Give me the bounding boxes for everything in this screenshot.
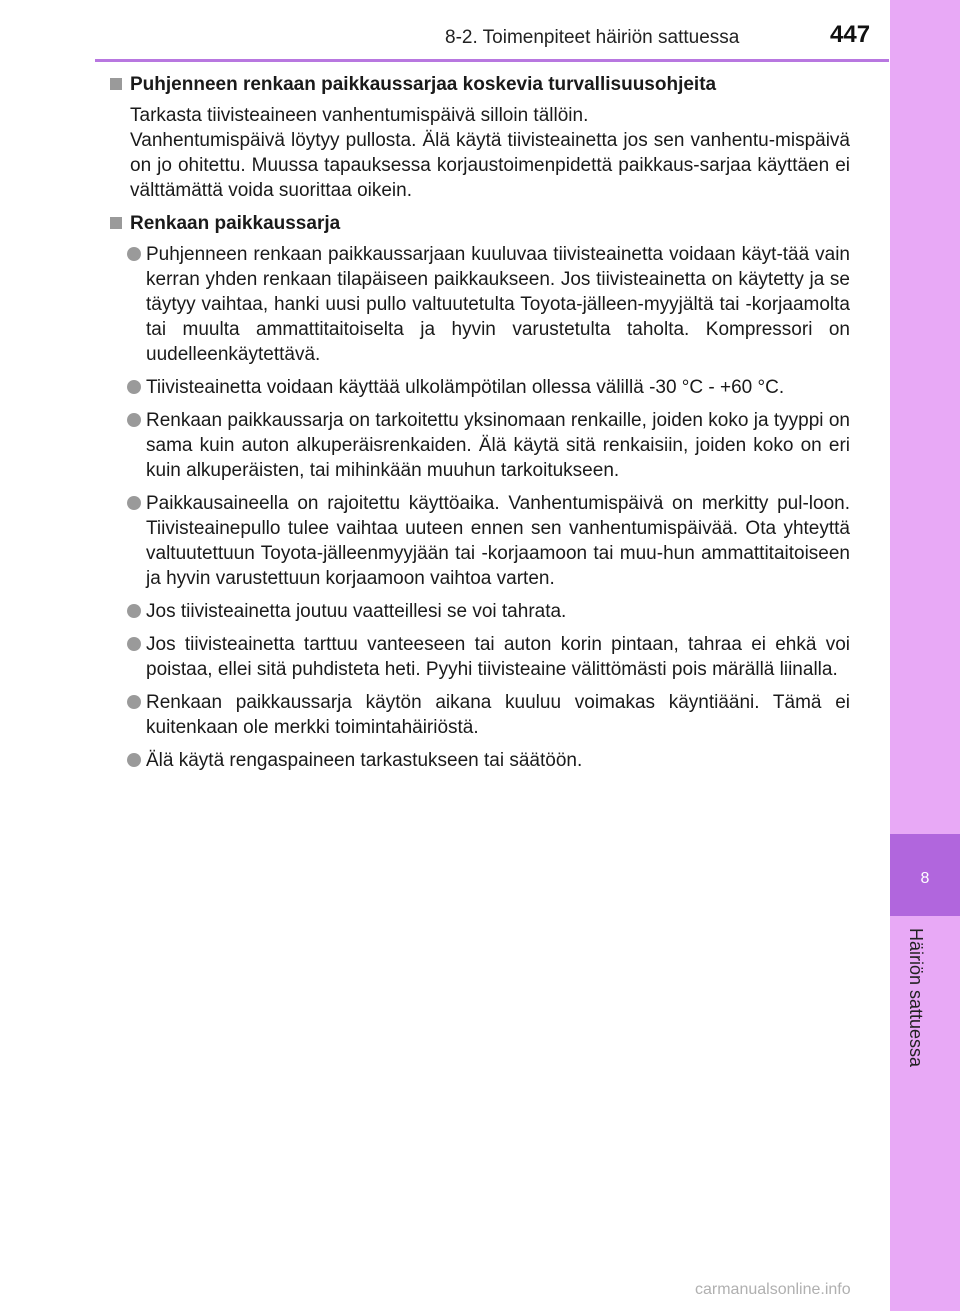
- bullet-item: [108, 375, 850, 400]
- bullet-item: [108, 690, 850, 740]
- page-number: 447: [830, 21, 871, 48]
- round-bullet-icon: [127, 753, 141, 767]
- bullet-text: Renkaan paikkaussarja on tarkoitettu yksinomaan renkaille, joiden koko ja tyyppi on sama kuin auton alkuperäisrenkaiden. Älä käytä sitä renkaisiin, joiden koko on eri kuin alkuperäisten, tai mihinkään muuhun tarkoitukseen.: [146, 410, 850, 481]
- page-header-title: 8-2. Toimenpiteet häiriön sattuessa: [445, 27, 740, 48]
- round-bullet-icon: [127, 380, 141, 394]
- bullet-text: Puhjenneen renkaan paikkaussarjaan kuuluvaa tiivisteainetta voidaan käyt-tää vain kerran yhden renkaan tilapäiseen paikkaukseen. Jos tiivisteainetta on käytetty ja se täytyy vaihtaa, hanki uusi pullo valtuutetulta Toyota-jälleen-myyjältä tai -korjaamolta tai muulta ammattitaitoiselta ja hyvin varustetulta taholta. Kompressori on uudelleenkäytettävä.: [146, 244, 850, 365]
- bullet-item: [108, 599, 850, 624]
- square-bullet-icon: [110, 217, 122, 229]
- bullet-text: Paikkausaineella on rajoitettu käyttöaika. Vanhentumispäivä on merkitty pul-loon. Tiivisteainepullo tulee vaihtaa uuteen ennen sen vanhentumispäivää. Ota yhteyttä valtuutettuun Toyota-jälleenmyyjään tai -korjaamoon tai muu-hun ammattitaitoiseen ja hyvin varustettuun korjaamoon vaihtoa varten.: [146, 493, 850, 589]
- bullet-item: [108, 632, 850, 682]
- header-divider: [95, 59, 889, 62]
- bullet-item: [108, 491, 850, 591]
- section-heading: [108, 72, 850, 97]
- round-bullet-icon: [127, 604, 141, 618]
- round-bullet-icon: [127, 695, 141, 709]
- body-paragraph: Tarkasta tiivisteaineen vanhentumispäivä silloin tällöin.: [130, 105, 589, 126]
- section-heading-text: Puhjenneen renkaan paikkaussarjaa koskevia turvallisuusohjeita: [130, 74, 717, 95]
- round-bullet-icon: [127, 496, 141, 510]
- round-bullet-icon: [127, 637, 141, 651]
- square-bullet-icon: [110, 78, 122, 90]
- bullet-text: Jos tiivisteainetta tarttuu vanteeseen tai auton korin pintaan, tahraa ei ehkä voi poistaa, ellei sitä puhdisteta heti. Pyyhi tiivisteaine välittömästi pois märällä liinalla.: [146, 634, 850, 680]
- bullet-text: Renkaan paikkaussarja käytön aikana kuuluu voimakas käyntiääni. Tämä ei kuitenkaan ole merkki toimintahäiriöstä.: [146, 692, 850, 738]
- bullet-item: [108, 242, 850, 367]
- watermark: carmanualsonline.info: [695, 1281, 851, 1298]
- bullet-item: [108, 748, 850, 773]
- round-bullet-icon: [127, 247, 141, 261]
- chapter-number: 8: [920, 870, 930, 887]
- side-tab: [890, 0, 960, 1311]
- chapter-number-tab: [890, 834, 960, 916]
- page-content: [108, 72, 850, 781]
- bullet-text: Jos tiivisteainetta joutuu vaatteillesi se voi tahrata.: [146, 601, 567, 622]
- round-bullet-icon: [127, 413, 141, 427]
- chapter-label: Häiriön sattuessa: [906, 928, 926, 1068]
- section-heading: [108, 211, 850, 236]
- section-heading-text: Renkaan paikkaussarja: [130, 213, 341, 234]
- bullet-text: Tiivisteainetta voidaan käyttää ulkolämpötilan ollessa välillä -30 °C - +60 °C.: [146, 377, 785, 398]
- bullet-item: [108, 408, 850, 483]
- body-paragraph: Vanhentumispäivä löytyy pullosta. Älä käytä tiivisteainetta jos sen vanhentu-mispäivä on jo ohitettu. Muussa tapauksessa korjaustoimenpidettä paikkaus-sarjaa käyttäen ei välttämättä voida suorittaa oikein.: [130, 130, 850, 201]
- bullet-text: Älä käytä rengaspaineen tarkastukseen tai säätöön.: [146, 750, 583, 771]
